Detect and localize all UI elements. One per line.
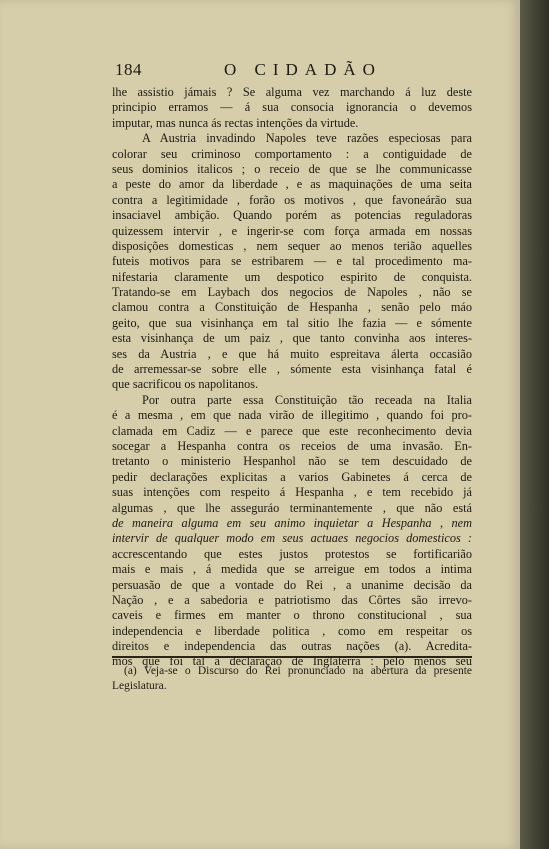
text-line: suas intenções com respeito á Hespanha , e tem recebido já [112,485,472,500]
text-line: principio erramos — á sua consocia ignorancia o devemos [112,100,472,115]
text-line: insaciavel ambição. Quando porém as potencias reguladoras [112,208,472,223]
text-line: nifestaria claramente um despotico espirito de conquista. [112,269,472,284]
text-line: ses da Austria , e que há muito espreitava álerta occasião [112,346,472,361]
text-line: imputar, mas nunca ás rectas intenções da virtude. [112,115,359,130]
text-line: é a mesma , em que nada virão de illegitimo , quando foi pro- [112,408,472,423]
text-line: socegar a Hespanha contra os receios de uma invasão. En- [112,438,472,453]
text-line: pedir declarações explicitas a varios Gabinetes á cerca de [112,469,472,484]
text-line: clamada em Cadiz — e parece que este reconhecimento devia [112,423,472,438]
body-text [112,85,472,670]
text-line: algumas , que lhe asseguráo terminantemente , que não está [112,500,472,515]
footnote-line: Legislatura. [112,680,167,693]
text-line: quizessem intervir , e ingerir-se com força armada em nossas [112,223,472,238]
text-line: de maneira alguma em seu animo inquietar a Hespanha , nem [112,515,472,530]
text-line: que sacrificou os napolitanos. [112,377,259,392]
text-line: Nação , e a sabedoria e patriotismo das Côrtes são irrevo- [112,592,472,607]
page-header [112,60,484,82]
text-line: intervir de qualquer modo em seus actuaes negocios domesticos : [112,531,472,546]
text-line: clamou contra a Constituição de Hespanha , senão pelo máo [112,300,472,315]
text-line: geito, que sua visinhança em tal sitio lhe fazia — e sómente [112,315,472,330]
text-line: Tratando-se em Laybach dos negocios de Napoles , não se [112,285,472,300]
text-line: futeis motivos para se estribarem — e tal procedimento ma- [112,254,472,269]
text-line: caveis e firmes em manter o throno constitucional , sua [112,608,472,623]
text-line: contra a legitimidade , forão os motivos , que favoneárão sua [112,192,472,207]
footnote-line: (a) Veja-se o Discurso do Rei pronunciado na abertura da presente [124,665,472,677]
text-line: direitos e independencia das outras nações (a). Acredita- [112,639,472,654]
footnote-divider [112,656,472,658]
footnote [112,664,472,695]
text-line: disposições domesticas , nem sequer ao menos terião aquelles [112,238,472,253]
text-line: lhe assistio jámais ? Se alguma vez marchando á luz deste [112,85,472,99]
text-line: mais e mais , á medida que se arreigue em todos a intima [112,562,472,577]
text-line: mos que foi tal a declaração de Inglaterra : pelo menos seu [112,654,472,669]
text-line: Por outra parte essa Constituição tão receada na Italia [142,392,472,407]
text-line: persuasão de que a vontade do Rei , a unanime decisão da [112,577,472,592]
text-line: esta visinhança de um paiz , que tanto convinha aos interes- [112,331,472,346]
text-line: independencia e liberdade politica , como em respeitar os [112,623,472,638]
text-line: tretanto o ministerio Hespanhol não se tem descuidado de [112,454,472,469]
book-edge [520,0,549,849]
page-number: 184 [115,60,142,79]
text-line: A Austria invadindo Napoles teve razões especiosas para [142,131,472,146]
text-line: accrescentando que estes justos protestos se fortificarião [112,546,472,561]
text-line: a peste do amor da liberdade , e as maquinações de uma seita [112,177,472,192]
text-line: seus dominios italicos ; o receio de que se lhe communicasse [112,161,472,176]
running-title: O CIDADÃO [224,60,382,79]
text-line: de arremessar-se sobre elle , sómente esta visinhança fatal é [112,362,472,377]
text-line: colorar seu criminoso comportamento : a contiguidade de [112,146,472,161]
